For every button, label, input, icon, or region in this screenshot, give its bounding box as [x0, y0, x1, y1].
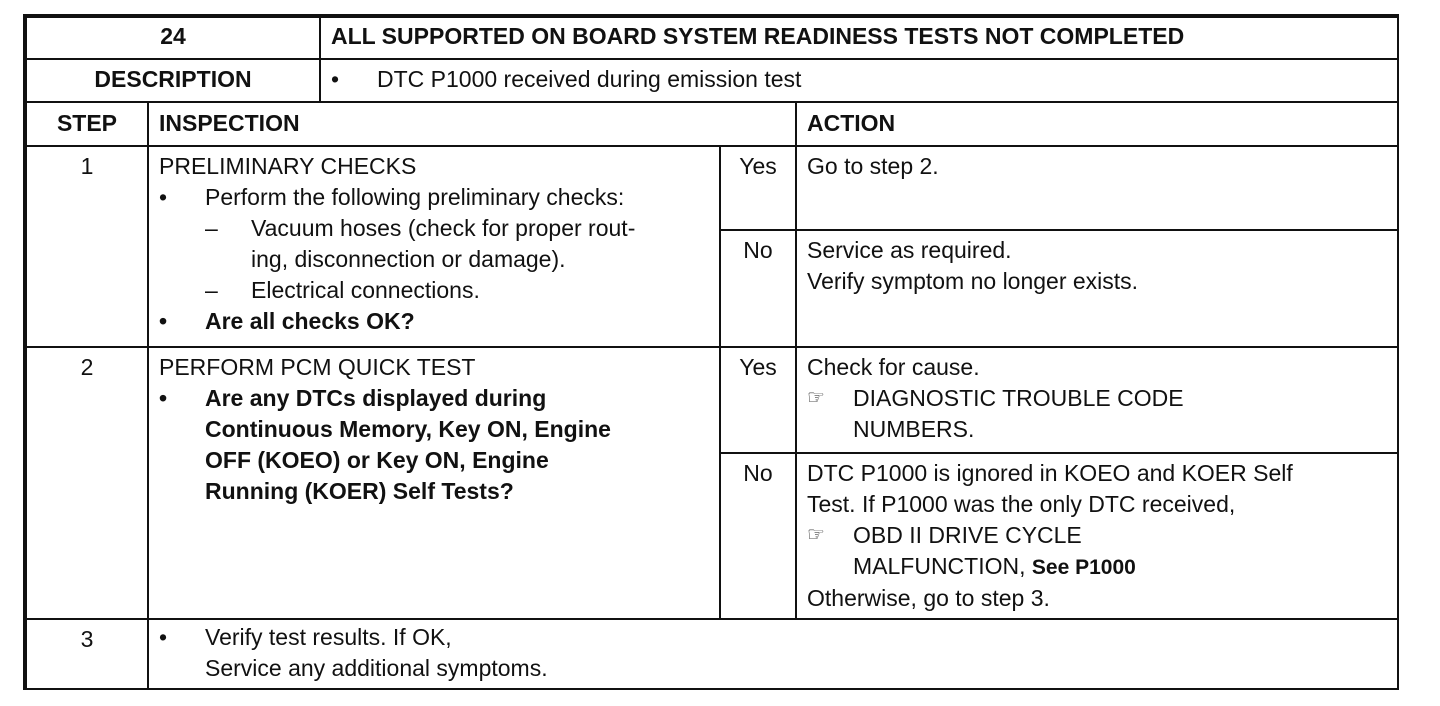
no-label: No — [743, 460, 773, 486]
step-2-no-label — [719, 452, 797, 620]
inspection-subitem: Vacuum hoses (check for proper rout- — [251, 215, 636, 241]
column-header-inspection — [147, 101, 797, 147]
bullet-icon: • — [159, 308, 168, 334]
dash-icon: – — [205, 215, 218, 241]
inspection-header-text: INSPECTION — [159, 110, 300, 136]
bullet-icon: • — [159, 184, 168, 210]
step-1-yes-action — [795, 145, 1399, 231]
bullet-icon: • — [331, 66, 340, 92]
step-3-inspection — [147, 618, 1399, 690]
action-header-text: ACTION — [807, 110, 896, 136]
description-label — [25, 58, 321, 103]
step-1-no-action — [795, 229, 1399, 348]
description-label-text: DESCRIPTION — [94, 66, 252, 92]
no-label: No — [743, 237, 773, 263]
bullet-icon: • — [159, 624, 168, 650]
step-1-no-label — [719, 229, 797, 348]
description-cell — [319, 58, 1399, 103]
pointing-hand-icon: ☞ — [807, 387, 825, 409]
description-text: DTC P1000 received during emission test — [377, 66, 802, 92]
step-1-yes-label — [719, 145, 797, 231]
inspection-question-cont: Continuous Memory, Key ON, Engine — [205, 416, 611, 442]
step-title: PERFORM PCM QUICK TEST — [159, 354, 476, 380]
inspection-text: Verify test results. If OK, — [205, 624, 452, 650]
action-text: DTC P1000 is ignored in KOEO and KOER Self — [807, 460, 1293, 486]
yes-label: Yes — [739, 354, 777, 380]
step-3-number — [25, 618, 149, 690]
test-title-text: ALL SUPPORTED ON BOARD SYSTEM READINESS TESTS NOT COMPLETED — [331, 23, 1185, 49]
see-reference: See P1000 — [1031, 556, 1136, 579]
step-2-yes-action — [795, 346, 1399, 454]
column-header-action — [795, 101, 1399, 147]
action-text: Otherwise, go to step 3. — [807, 585, 1050, 611]
step-number-text: 1 — [80, 153, 94, 179]
action-text: Service as required. — [807, 237, 1012, 263]
reference-text-cont: MALFUNCTION, — [853, 553, 1026, 579]
inspection-question-cont: Running (KOER) Self Tests? — [205, 478, 514, 504]
step-number-text: 2 — [80, 354, 94, 380]
inspection-subitem-cont: ing, disconnection or damage). — [251, 246, 566, 272]
pointing-hand-icon: ☞ — [807, 524, 825, 546]
step-2-number — [25, 346, 149, 620]
step-1-inspection — [147, 145, 721, 348]
step-title: PRELIMINARY CHECKS — [159, 153, 417, 179]
action-text: Check for cause. — [807, 354, 980, 380]
inspection-text-cont: Service any additional symptoms. — [205, 655, 548, 681]
inspection-subitem: Electrical connections. — [251, 277, 480, 303]
action-text: Verify symptom no longer exists. — [807, 268, 1139, 294]
step-2-inspection — [147, 346, 721, 620]
column-header-step — [25, 101, 149, 147]
test-number-text: 24 — [160, 23, 186, 49]
step-1-number — [25, 145, 149, 348]
yes-label: Yes — [739, 153, 777, 179]
dash-icon: – — [205, 277, 218, 303]
step-2-no-action — [795, 452, 1399, 620]
action-text: Go to step 2. — [807, 153, 939, 179]
step-number-text: 3 — [80, 626, 94, 652]
bullet-icon: • — [159, 385, 168, 411]
diagnostic-table — [23, 14, 1399, 690]
reference-text: OBD II DRIVE CYCLE — [853, 522, 1082, 548]
step-header-text: STEP — [56, 110, 118, 136]
inspection-question: Are all checks OK? — [205, 308, 415, 334]
test-number — [25, 16, 321, 60]
test-title — [319, 16, 1399, 60]
inspection-question: Are any DTCs displayed during — [205, 385, 547, 411]
reference-text-cont: NUMBERS. — [853, 416, 975, 442]
reference-text: DIAGNOSTIC TROUBLE CODE — [853, 385, 1184, 411]
action-text: Test. If P1000 was the only DTC received, — [807, 491, 1236, 517]
inspection-bullet: Perform the following preliminary checks: — [205, 184, 625, 210]
step-2-yes-label — [719, 346, 797, 454]
inspection-question-cont: OFF (KOEO) or Key ON, Engine — [205, 447, 549, 473]
